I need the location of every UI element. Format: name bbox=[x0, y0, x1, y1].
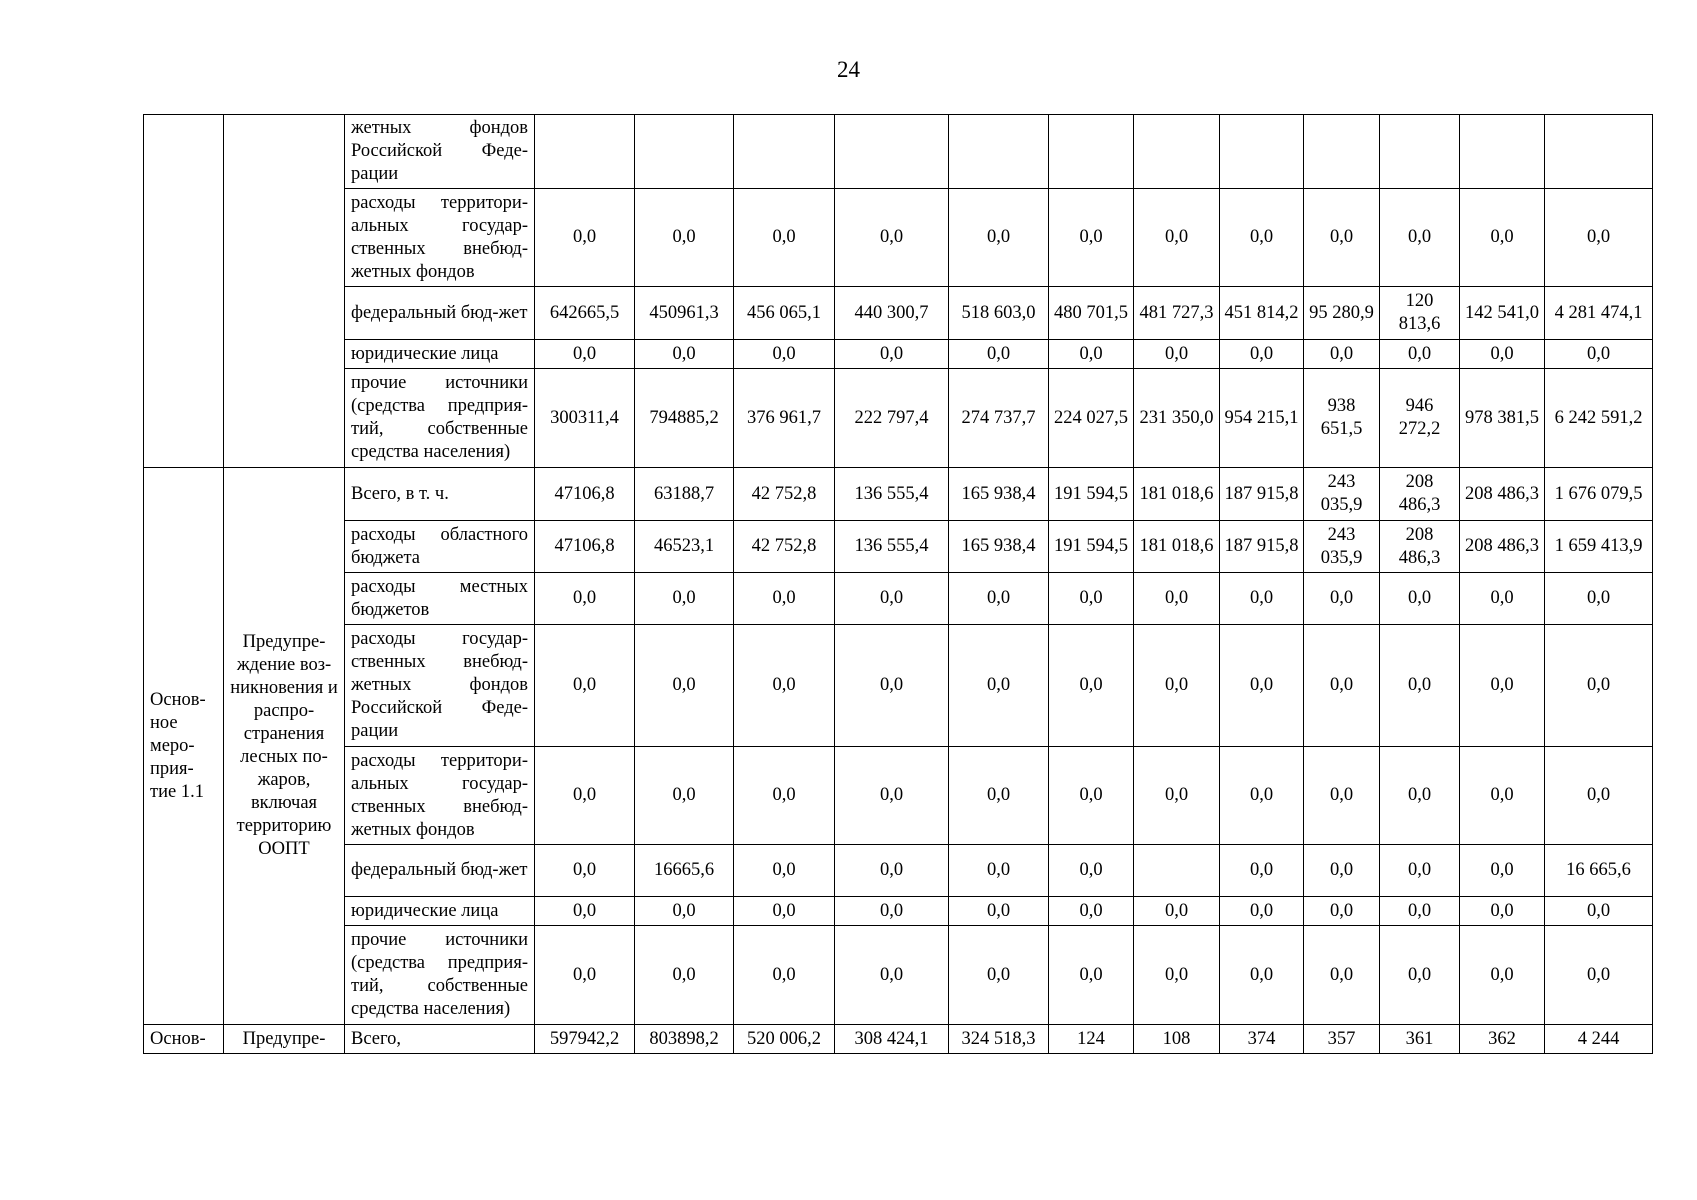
table-row bbox=[144, 340, 1653, 369]
value-cell: 0,0 bbox=[1220, 573, 1304, 625]
value-cell: 1 676 079,5 bbox=[1545, 468, 1653, 521]
value-cell bbox=[1049, 115, 1134, 189]
activity-description-cell: Предупре- bbox=[224, 1025, 345, 1054]
value-cell: 0,0 bbox=[835, 747, 949, 845]
value-cell: 0,0 bbox=[1380, 897, 1460, 926]
value-cell: 0,0 bbox=[635, 747, 734, 845]
value-cell: 0,0 bbox=[734, 573, 835, 625]
value-cell: 0,0 bbox=[1220, 747, 1304, 845]
value-cell: 0,0 bbox=[1380, 189, 1460, 287]
funding-source-cell: прочие источники (средства предприя-тий, собственные средства населения) bbox=[345, 926, 535, 1025]
value-cell bbox=[949, 115, 1049, 189]
value-cell: 0,0 bbox=[1049, 845, 1134, 897]
value-cell: 0,0 bbox=[734, 897, 835, 926]
value-cell: 16 665,6 bbox=[1545, 845, 1653, 897]
value-cell: 47106,8 bbox=[535, 468, 635, 521]
value-cell: 0,0 bbox=[1134, 340, 1220, 369]
funding-source-cell: расходы территори-альных государ-ственных внебюд-жетных фондов bbox=[345, 189, 535, 287]
value-cell: 480 701,5 bbox=[1049, 287, 1134, 340]
funding-source-cell: юридические лица bbox=[345, 340, 535, 369]
value-cell: 0,0 bbox=[1304, 189, 1380, 287]
value-cell: 0,0 bbox=[1460, 625, 1545, 747]
value-cell: 165 938,4 bbox=[949, 521, 1049, 573]
value-cell: 0,0 bbox=[835, 573, 949, 625]
value-cell: 187 915,8 bbox=[1220, 521, 1304, 573]
value-cell: 0,0 bbox=[1545, 926, 1653, 1025]
value-cell: 0,0 bbox=[1220, 189, 1304, 287]
table-row bbox=[144, 625, 1653, 747]
value-cell: 208 486,3 bbox=[1380, 521, 1460, 573]
table-body bbox=[144, 115, 1653, 1054]
value-cell: 0,0 bbox=[1049, 625, 1134, 747]
value-cell: 0,0 bbox=[1545, 340, 1653, 369]
table-row bbox=[144, 115, 1653, 189]
value-cell bbox=[1304, 115, 1380, 189]
value-cell: 0,0 bbox=[1049, 897, 1134, 926]
value-cell: 946 272,2 bbox=[1380, 369, 1460, 468]
table-row bbox=[144, 369, 1653, 468]
value-cell: 0,0 bbox=[949, 926, 1049, 1025]
value-cell: 0,0 bbox=[949, 189, 1049, 287]
value-cell: 0,0 bbox=[1134, 573, 1220, 625]
value-cell: 0,0 bbox=[535, 189, 635, 287]
activity-description-cell: Предупре-ждение воз-никновения и распро-странения лесных по-жаров, включая территорию ООПТ bbox=[224, 468, 345, 1025]
value-cell: 0,0 bbox=[1220, 845, 1304, 897]
table-row bbox=[144, 845, 1653, 897]
value-cell bbox=[535, 115, 635, 189]
value-cell: 0,0 bbox=[1304, 926, 1380, 1025]
value-cell: 0,0 bbox=[1134, 189, 1220, 287]
value-cell: 0,0 bbox=[734, 747, 835, 845]
value-cell: 0,0 bbox=[1380, 573, 1460, 625]
value-cell: 165 938,4 bbox=[949, 468, 1049, 521]
value-cell: 0,0 bbox=[1304, 897, 1380, 926]
value-cell: 0,0 bbox=[734, 845, 835, 897]
value-cell: 243 035,9 bbox=[1304, 521, 1380, 573]
funding-source-cell: Всего, bbox=[345, 1025, 535, 1054]
table-row bbox=[144, 747, 1653, 845]
value-cell: 0,0 bbox=[949, 340, 1049, 369]
value-cell: 0,0 bbox=[1304, 573, 1380, 625]
value-cell: 938 651,5 bbox=[1304, 369, 1380, 468]
value-cell: 42 752,8 bbox=[734, 468, 835, 521]
value-cell: 374 bbox=[1220, 1025, 1304, 1054]
value-cell: 0,0 bbox=[1220, 625, 1304, 747]
value-cell: 63188,7 bbox=[635, 468, 734, 521]
value-cell: 120 813,6 bbox=[1380, 287, 1460, 340]
value-cell: 0,0 bbox=[635, 926, 734, 1025]
value-cell: 0,0 bbox=[1134, 926, 1220, 1025]
table-row bbox=[144, 926, 1653, 1025]
funding-source-cell: расходы областного бюджета bbox=[345, 521, 535, 573]
value-cell: 191 594,5 bbox=[1049, 521, 1134, 573]
value-cell: 642665,5 bbox=[535, 287, 635, 340]
value-cell: 0,0 bbox=[1049, 926, 1134, 1025]
value-cell: 46523,1 bbox=[635, 521, 734, 573]
value-cell: 0,0 bbox=[1545, 189, 1653, 287]
value-cell: 0,0 bbox=[1220, 897, 1304, 926]
value-cell: 0,0 bbox=[1380, 340, 1460, 369]
value-cell: 0,0 bbox=[1380, 747, 1460, 845]
value-cell: 357 bbox=[1304, 1025, 1380, 1054]
value-cell: 0,0 bbox=[1380, 625, 1460, 747]
group1-activity-cell bbox=[144, 115, 224, 468]
value-cell: 361 bbox=[1380, 1025, 1460, 1054]
activity-name-cell: Основ- bbox=[144, 1025, 224, 1054]
value-cell: 4 281 474,1 bbox=[1545, 287, 1653, 340]
value-cell: 187 915,8 bbox=[1220, 468, 1304, 521]
value-cell: 0,0 bbox=[535, 625, 635, 747]
table-row bbox=[144, 468, 1653, 521]
value-cell: 142 541,0 bbox=[1460, 287, 1545, 340]
value-cell: 181 018,6 bbox=[1134, 468, 1220, 521]
value-cell: 0,0 bbox=[535, 747, 635, 845]
value-cell: 518 603,0 bbox=[949, 287, 1049, 340]
value-cell: 0,0 bbox=[835, 845, 949, 897]
value-cell: 308 424,1 bbox=[835, 1025, 949, 1054]
value-cell: 0,0 bbox=[635, 897, 734, 926]
value-cell: 0,0 bbox=[535, 926, 635, 1025]
value-cell: 208 486,3 bbox=[1380, 468, 1460, 521]
value-cell: 0,0 bbox=[1380, 845, 1460, 897]
value-cell: 208 486,3 bbox=[1460, 468, 1545, 521]
value-cell: 274 737,7 bbox=[949, 369, 1049, 468]
funding-source-cell: юридические лица bbox=[345, 897, 535, 926]
value-cell: 124 bbox=[1049, 1025, 1134, 1054]
value-cell: 0,0 bbox=[1380, 926, 1460, 1025]
table-row bbox=[144, 287, 1653, 340]
value-cell: 0,0 bbox=[835, 340, 949, 369]
value-cell: 42 752,8 bbox=[734, 521, 835, 573]
value-cell: 0,0 bbox=[1460, 189, 1545, 287]
value-cell: 95 280,9 bbox=[1304, 287, 1380, 340]
value-cell: 1 659 413,9 bbox=[1545, 521, 1653, 573]
value-cell: 231 350,0 bbox=[1134, 369, 1220, 468]
value-cell: 794885,2 bbox=[635, 369, 734, 468]
value-cell: 0,0 bbox=[535, 845, 635, 897]
value-cell: 597942,2 bbox=[535, 1025, 635, 1054]
value-cell: 0,0 bbox=[1049, 340, 1134, 369]
value-cell: 108 bbox=[1134, 1025, 1220, 1054]
funding-table bbox=[143, 114, 1653, 1054]
value-cell: 0,0 bbox=[1545, 625, 1653, 747]
value-cell bbox=[635, 115, 734, 189]
value-cell: 0,0 bbox=[734, 926, 835, 1025]
funding-source-cell: расходы территори-альных государ-ственных внебюд-жетных фондов bbox=[345, 747, 535, 845]
value-cell bbox=[1460, 115, 1545, 189]
value-cell bbox=[1545, 115, 1653, 189]
value-cell bbox=[1220, 115, 1304, 189]
value-cell: 6 242 591,2 bbox=[1545, 369, 1653, 468]
value-cell: 0,0 bbox=[1545, 573, 1653, 625]
value-cell: 0,0 bbox=[1460, 340, 1545, 369]
value-cell: 978 381,5 bbox=[1460, 369, 1545, 468]
value-cell: 0,0 bbox=[835, 189, 949, 287]
value-cell: 0,0 bbox=[734, 340, 835, 369]
value-cell: 451 814,2 bbox=[1220, 287, 1304, 340]
value-cell: 520 006,2 bbox=[734, 1025, 835, 1054]
value-cell: 0,0 bbox=[1220, 926, 1304, 1025]
value-cell: 0,0 bbox=[1049, 573, 1134, 625]
value-cell: 0,0 bbox=[1460, 747, 1545, 845]
value-cell: 0,0 bbox=[535, 340, 635, 369]
value-cell: 0,0 bbox=[635, 625, 734, 747]
value-cell: 0,0 bbox=[1304, 340, 1380, 369]
value-cell: 0,0 bbox=[949, 747, 1049, 845]
value-cell: 0,0 bbox=[734, 189, 835, 287]
value-cell: 0,0 bbox=[734, 625, 835, 747]
value-cell bbox=[1134, 845, 1220, 897]
value-cell: 0,0 bbox=[635, 340, 734, 369]
value-cell: 181 018,6 bbox=[1134, 521, 1220, 573]
value-cell: 300311,4 bbox=[535, 369, 635, 468]
value-cell: 0,0 bbox=[949, 845, 1049, 897]
value-cell: 0,0 bbox=[1304, 747, 1380, 845]
value-cell: 224 027,5 bbox=[1049, 369, 1134, 468]
value-cell: 481 727,3 bbox=[1134, 287, 1220, 340]
group1-description-cell bbox=[224, 115, 345, 468]
value-cell: 47106,8 bbox=[535, 521, 635, 573]
value-cell: 954 215,1 bbox=[1220, 369, 1304, 468]
value-cell: 450961,3 bbox=[635, 287, 734, 340]
funding-source-cell: федеральный бюд-жет bbox=[345, 287, 535, 340]
funding-source-cell: расходы государ-ственных внебюд-жетных фондов Российской Феде-рации bbox=[345, 625, 535, 747]
value-cell: 0,0 bbox=[1545, 747, 1653, 845]
value-cell: 0,0 bbox=[835, 897, 949, 926]
funding-source-cell: прочие источники (средства предприя-тий, собственные средства населения) bbox=[345, 369, 535, 468]
value-cell: 0,0 bbox=[1134, 897, 1220, 926]
value-cell: 0,0 bbox=[1460, 897, 1545, 926]
value-cell: 362 bbox=[1460, 1025, 1545, 1054]
value-cell: 0,0 bbox=[1049, 189, 1134, 287]
value-cell: 0,0 bbox=[1304, 625, 1380, 747]
value-cell: 0,0 bbox=[835, 625, 949, 747]
table-row bbox=[144, 1025, 1653, 1054]
page-number: 24 bbox=[837, 57, 860, 82]
value-cell: 0,0 bbox=[949, 625, 1049, 747]
value-cell: 191 594,5 bbox=[1049, 468, 1134, 521]
value-cell bbox=[835, 115, 949, 189]
value-cell: 0,0 bbox=[1220, 340, 1304, 369]
value-cell: 136 555,4 bbox=[835, 521, 949, 573]
funding-source-cell: жетных фондов Российской Феде-рации bbox=[345, 115, 535, 189]
value-cell: 0,0 bbox=[1134, 625, 1220, 747]
value-cell: 136 555,4 bbox=[835, 468, 949, 521]
value-cell bbox=[1134, 115, 1220, 189]
value-cell bbox=[1380, 115, 1460, 189]
value-cell: 0,0 bbox=[1460, 926, 1545, 1025]
table-row bbox=[144, 521, 1653, 573]
value-cell: 4 244 bbox=[1545, 1025, 1653, 1054]
value-cell: 376 961,7 bbox=[734, 369, 835, 468]
value-cell: 0,0 bbox=[535, 897, 635, 926]
value-cell: 208 486,3 bbox=[1460, 521, 1545, 573]
table-row bbox=[144, 573, 1653, 625]
activity-name-cell: Основ-ное меро-прия-тие 1.1 bbox=[144, 468, 224, 1025]
table-row bbox=[144, 189, 1653, 287]
funding-source-cell: расходы местных бюджетов bbox=[345, 573, 535, 625]
value-cell: 324 518,3 bbox=[949, 1025, 1049, 1054]
value-cell: 243 035,9 bbox=[1304, 468, 1380, 521]
value-cell: 16665,6 bbox=[635, 845, 734, 897]
value-cell: 0,0 bbox=[1460, 845, 1545, 897]
table-row bbox=[144, 897, 1653, 926]
value-cell: 0,0 bbox=[635, 573, 734, 625]
value-cell: 0,0 bbox=[1460, 573, 1545, 625]
value-cell: 0,0 bbox=[635, 189, 734, 287]
value-cell: 440 300,7 bbox=[835, 287, 949, 340]
funding-source-cell: Всего, в т. ч. bbox=[345, 468, 535, 521]
funding-source-cell: федеральный бюд-жет bbox=[345, 845, 535, 897]
value-cell: 803898,2 bbox=[635, 1025, 734, 1054]
value-cell bbox=[734, 115, 835, 189]
value-cell: 0,0 bbox=[1545, 897, 1653, 926]
value-cell: 222 797,4 bbox=[835, 369, 949, 468]
value-cell: 0,0 bbox=[1049, 747, 1134, 845]
value-cell: 0,0 bbox=[1304, 845, 1380, 897]
value-cell: 0,0 bbox=[1134, 747, 1220, 845]
value-cell: 0,0 bbox=[949, 573, 1049, 625]
value-cell: 0,0 bbox=[949, 897, 1049, 926]
value-cell: 0,0 bbox=[835, 926, 949, 1025]
value-cell: 0,0 bbox=[535, 573, 635, 625]
value-cell: 456 065,1 bbox=[734, 287, 835, 340]
